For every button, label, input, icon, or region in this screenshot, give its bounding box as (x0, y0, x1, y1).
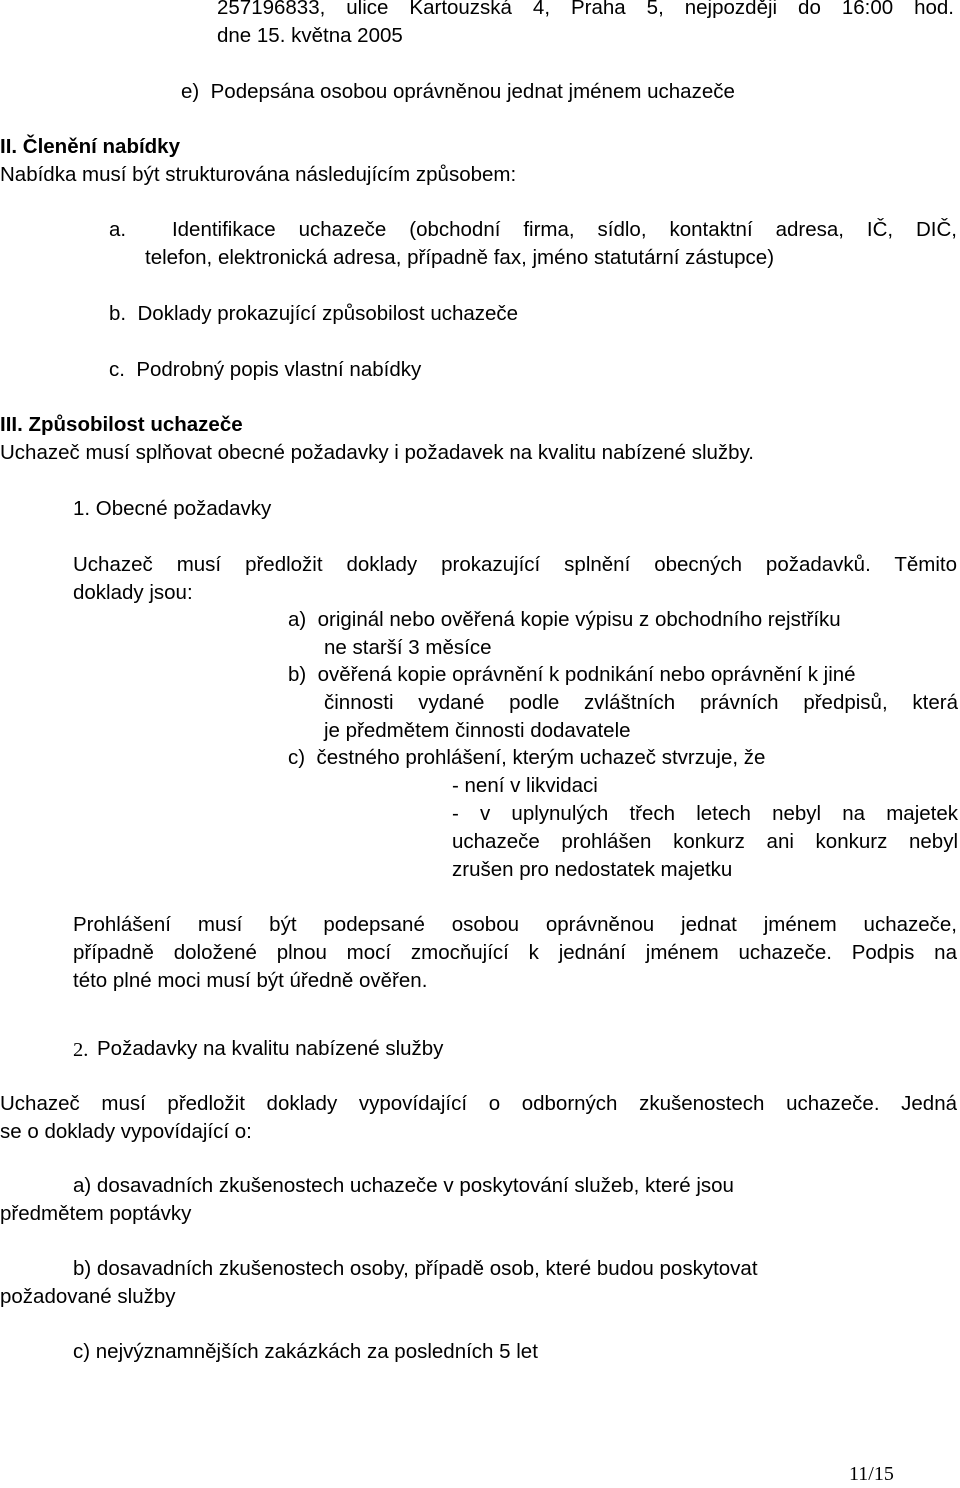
section-2-intro: Nabídka musí být strukturována následujícím způsobem: (0, 163, 517, 186)
document-item-b-continuation: činnosti vydané podle zvláštních právních předpisů, která (324, 691, 958, 714)
quality-requirements-paragraph-end: se o doklady vypovídající o: (0, 1120, 252, 1143)
affidavit-point-2-end: zrušen pro nedostatek majetku (452, 858, 733, 881)
declaration-paragraph-end: této plné moci musí být úředně ověřen. (73, 969, 428, 992)
document-item-b-end: je předmětem činnosti dodavatele (324, 719, 631, 742)
document-item-b: b) ověřená kopie oprávnění k podnikání nebo oprávnění k jiné (288, 663, 856, 686)
declaration-paragraph-line-2: případně doložené plnou mocí zmocňující k jednání jménem uchazeče. Podpis na (73, 941, 957, 964)
subsection-heading-1: 1. Obecné požadavky (73, 497, 272, 520)
list-item-a-continuation: telefon, elektronická adresa, případně fax, jméno statutární zástupce) (145, 246, 775, 269)
document-item-a: a) originál nebo ověřená kopie výpisu z obchodního rejstříku (288, 608, 841, 631)
quality-requirements-paragraph: Uchazeč musí předložit doklady vypovídající o odborných zkušenostech uchazeče. Jedná (0, 1092, 957, 1115)
list-item-a: a. Identifikace uchazeče (obchodní firma, sídlo, kontaktní adresa, IČ, DIČ, (109, 218, 957, 241)
section-heading-3: III. Způsobilost uchazeče (0, 413, 243, 436)
affidavit-point-1: - není v likvidaci (452, 774, 598, 797)
section-heading-2: II. Členění nabídky (0, 135, 180, 158)
quality-item-b: b) dosavadních zkušenostech osoby, případě osob, které budou poskytovat (73, 1257, 758, 1280)
list-item-e: e) Podepsána osobou oprávněnou jednat jménem uchazeče (181, 80, 735, 103)
quality-item-a-continuation: předmětem poptávky (0, 1202, 192, 1225)
affidavit-point-2-continuation: uchazeče prohlášen konkurz ani konkurz nebyl (452, 830, 958, 853)
general-requirements-paragraph-end: doklady jsou: (73, 581, 193, 604)
declaration-paragraph: Prohlášení musí být podepsané osobou oprávněnou jednat jménem uchazeče, (73, 913, 957, 936)
general-requirements-paragraph: Uchazeč musí předložit doklady prokazující splnění obecných požadavků. Těmito (73, 553, 957, 576)
quality-item-a: a) dosavadních zkušenostech uchazeče v poskytování služeb, které jsou (73, 1174, 734, 1197)
quality-item-c: c) nejvýznamnějších zakázkách za posledních 5 let (73, 1340, 538, 1363)
subsection-heading-2: Požadavky na kvalitu nabízené služby (97, 1037, 444, 1060)
document-item-c: c) čestného prohlášení, kterým uchazeč stvrzuje, že (288, 746, 766, 769)
subsection-number-2: 2. (73, 1039, 89, 1061)
list-item-b: b. Doklady prokazující způsobilost uchazeče (109, 302, 519, 325)
page-number: 11/15 (849, 1463, 894, 1485)
quality-item-b-continuation: požadované služby (0, 1285, 176, 1308)
section-3-intro: Uchazeč musí splňovat obecné požadavky i požadavek na kvalitu nabízené služby. (0, 441, 755, 464)
address-line: 257196833, ulice Kartouzská 4, Praha 5, nejpozději do 16:00 hod. (217, 0, 954, 19)
document-item-a-continuation: ne starší 3 měsíce (324, 636, 492, 659)
list-item-c: c. Podrobný popis vlastní nabídky (109, 358, 422, 381)
affidavit-point-2: - v uplynulých třech letech nebyl na majetek (452, 802, 958, 825)
deadline-date-line: dne 15. května 2005 (217, 24, 403, 47)
